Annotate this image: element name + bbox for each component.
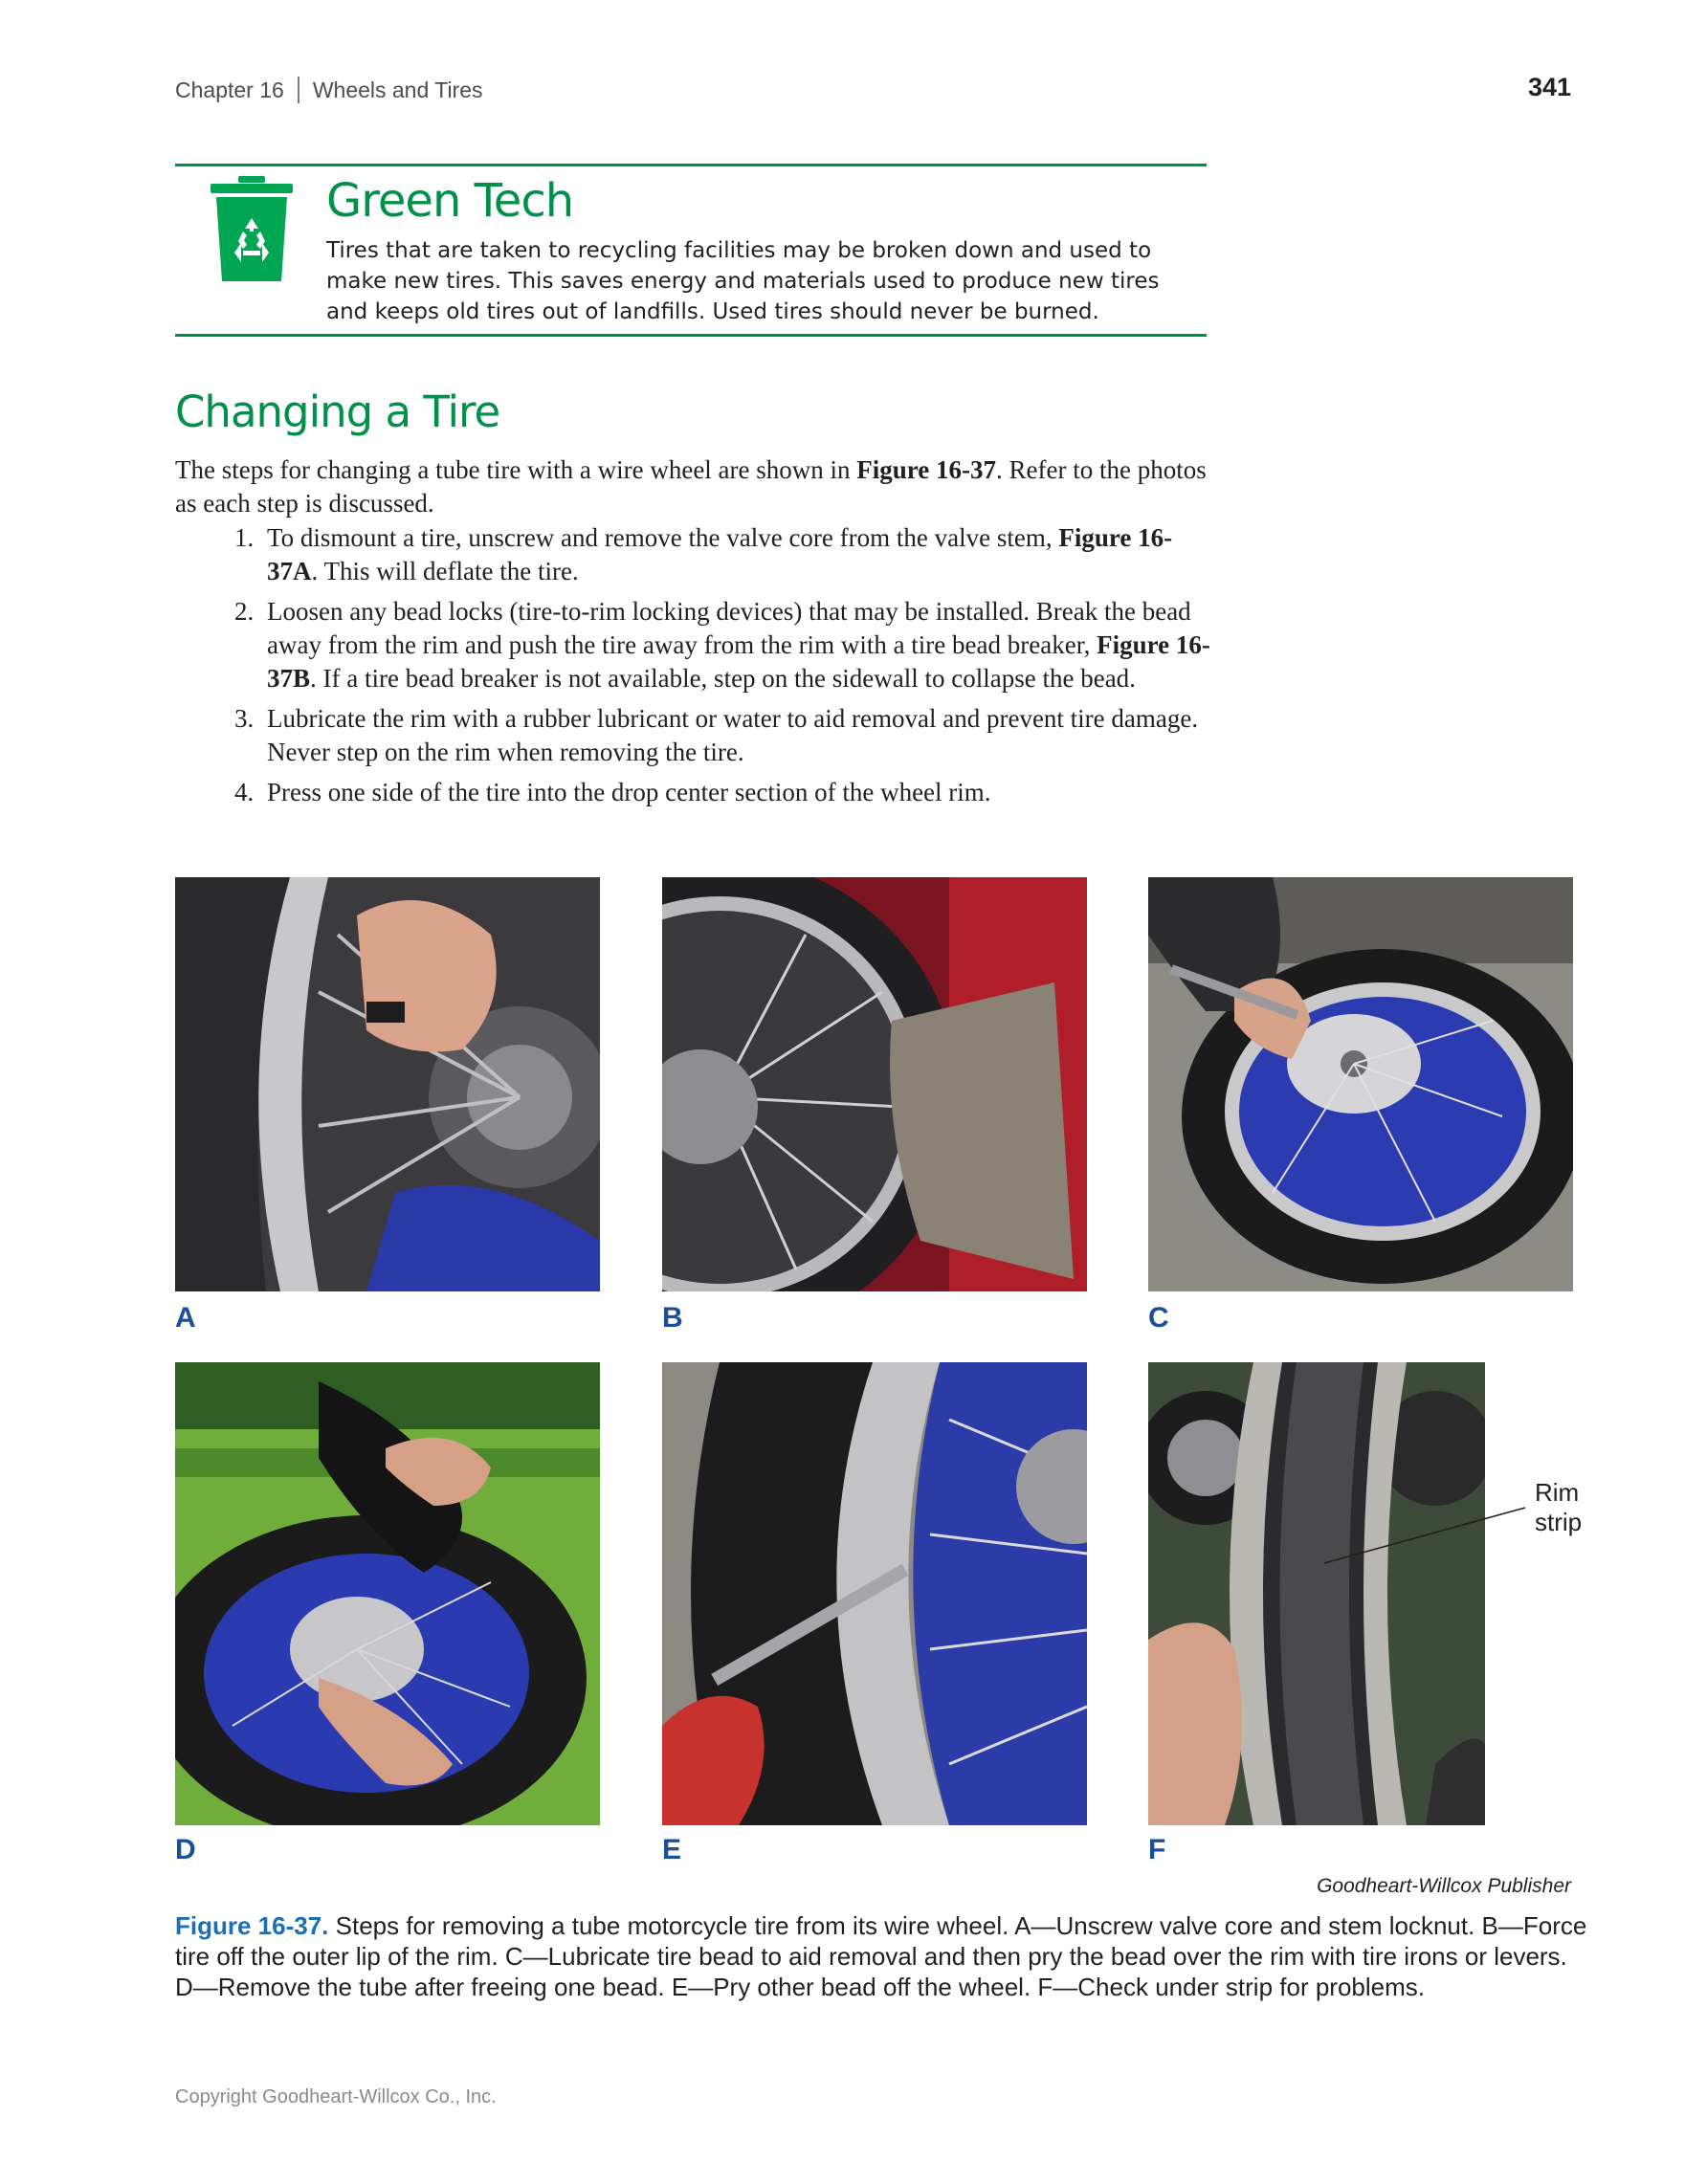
copyright-notice: Copyright Goodheart-Willcox Co., Inc. xyxy=(175,2086,497,2107)
rim-strip-callout: Rim strip xyxy=(1535,1478,1583,1536)
green-tech-line: Tires that are taken to recycling facilities may be broken down and used to xyxy=(326,238,1152,263)
step-item: 2. Loosen any bead locks (tire-to-rim locking devices) that may be installed. Break the bead away from the rim and push the tire away from the rim with a tire bead breaker, Figure 16-37B. If a tire bead breaker is not available, step on the sidewall to collapse the bead. xyxy=(234,597,1210,693)
rim-strip-leader-line xyxy=(1320,1502,1531,1569)
running-head xyxy=(175,77,483,103)
photo-credit: Goodheart-Willcox Publisher xyxy=(1317,1875,1571,1897)
figure-reference: Figure 16-37A xyxy=(267,523,1173,585)
panel-label-a: A xyxy=(175,1302,196,1334)
green-tech-bottom-rule xyxy=(175,334,1207,337)
intro-paragraph: The steps for changing a tube tire with a wire wheel are shown in Figure 16-37. Refer to the photos as each step is discussed. xyxy=(175,455,1207,518)
page-number: 341 xyxy=(1527,73,1571,101)
figure-caption xyxy=(175,1910,1591,2002)
caption-text: Steps for removing a tube motorcycle tire from its wire wheel. A—Unscrew valve core and stem locknut. B—Force tire off the outer lip of the rim. C—Lubricate tire bead to aid removal and then pry the bead over the rim with tire irons or levers. D—Remove the tube after freeing one bead. E—Pry other bead off the wheel. F—Check under strip for problems. xyxy=(175,1911,1587,2001)
step-list xyxy=(234,521,1220,816)
green-tech-top-rule xyxy=(175,164,1207,166)
panel-label-b: B xyxy=(662,1302,683,1334)
chapter-title: Wheels and Tires xyxy=(312,77,483,102)
step-item: 3. Lubricate the rim with a rubber lubricant or water to aid removal and prevent tire damage. Never step on the rim when removing the tire. xyxy=(234,704,1199,766)
panel-label-c: C xyxy=(1148,1302,1169,1334)
figure-reference: Figure 16-37 xyxy=(856,455,997,484)
chapter-number: Chapter 16 xyxy=(175,77,284,102)
photo-e-pry-bead xyxy=(662,1362,1087,1825)
panel-label-d: D xyxy=(175,1834,196,1865)
green-tech-line: and keeps old tires out of landfills. Used tires should never be burned. xyxy=(326,299,1099,324)
header-divider xyxy=(298,77,299,103)
step-item: 4. Press one side of the tire into the drop center section of the wheel rim. xyxy=(234,778,991,806)
panel-label-e: E xyxy=(662,1834,682,1865)
photo-c-tire-irons xyxy=(1148,877,1573,1291)
figure-reference: Figure 16-37B xyxy=(267,630,1210,693)
panel-label-f: F xyxy=(1148,1834,1166,1865)
green-tech-line: make new tires. This saves energy and materials used to produce new tires xyxy=(326,269,1160,294)
green-tech-title: Green Tech xyxy=(326,174,574,228)
step-item: 1. To dismount a tire, unscrew and remove the valve core from the valve stem, Figure 16-37A. This will deflate the tire. xyxy=(234,523,1173,585)
recycle-bin-icon xyxy=(209,176,295,283)
green-tech-body xyxy=(326,235,1168,327)
caption-label: Figure 16-37. xyxy=(175,1911,329,1940)
photo-a-valve-core xyxy=(175,877,600,1291)
photo-f-rim-strip xyxy=(1148,1362,1485,1825)
photo-d-remove-tube xyxy=(175,1362,600,1825)
photo-b-bead-breaker xyxy=(662,877,1087,1291)
section-title: Changing a Tire xyxy=(175,386,500,437)
